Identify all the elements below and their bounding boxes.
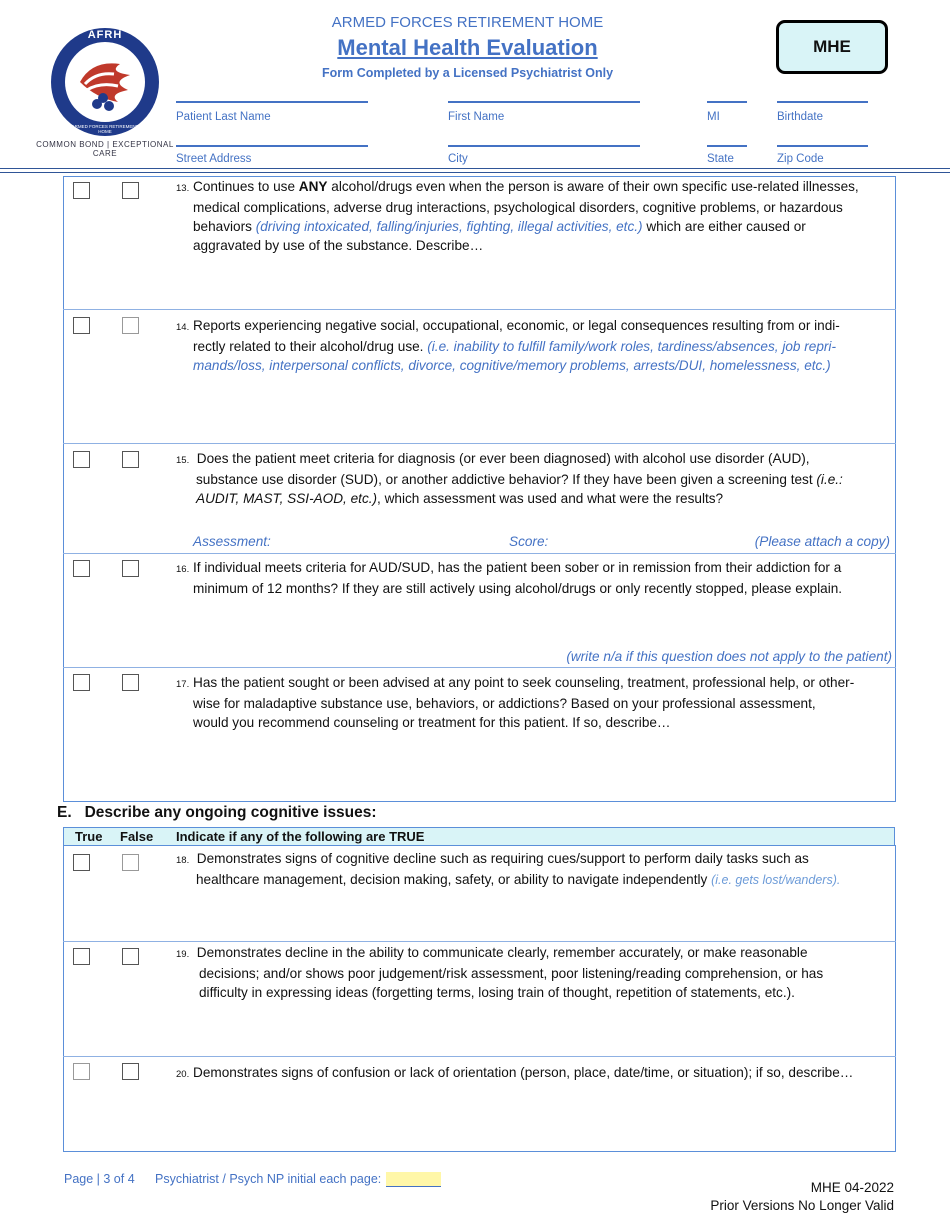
initial-field[interactable] <box>386 1172 441 1187</box>
q19-number: 19. <box>176 949 190 960</box>
q15-number: 15. <box>176 455 190 466</box>
q13-line1-b: alcohol/drugs even when the person is aware of their own specific use-related illnesses, <box>327 179 859 194</box>
logo-top-text: AFRH <box>87 29 123 41</box>
form-code-badge: MHE <box>776 20 888 74</box>
q17-line1: Has the patient sought or been advised at any point to seek counseling, treatment, professional help, or other- <box>193 675 855 690</box>
q20-text <box>176 1063 894 1084</box>
q15-false-checkbox[interactable] <box>122 451 139 468</box>
col-false-header: False <box>120 829 154 844</box>
q15-text <box>176 449 894 508</box>
q20-true-checkbox[interactable] <box>73 1063 90 1080</box>
q16-true-checkbox[interactable] <box>73 560 90 577</box>
q18-line1: Demonstrates signs of cognitive decline such as requiring cues/support to perform daily tasks such as <box>196 851 809 866</box>
q16-number: 16. <box>176 564 190 575</box>
city-field[interactable] <box>448 145 640 147</box>
initial-label: Psychiatrist / Psych NP initial each page: <box>155 1172 382 1186</box>
afrh-logo <box>30 20 180 158</box>
col-indicate-header: Indicate if any of the following are TRUE <box>176 829 425 844</box>
section-e-heading: E. Describe any ongoing cognitive issues: <box>57 804 377 821</box>
state-label: State <box>707 153 734 165</box>
q19-line3: difficulty in expressing ideas (forgetting terms, losing train of thought, repetition of statements, etc.). <box>199 985 795 1000</box>
city-label: City <box>448 153 468 165</box>
row-divider <box>63 309 896 310</box>
q17-text <box>176 673 894 732</box>
q19-false-checkbox[interactable] <box>122 948 139 965</box>
q13-number: 13. <box>176 183 190 194</box>
q16-na-note: (write n/a if this question does not apply to the patient) <box>566 649 892 664</box>
q18-line2-a: healthcare management, decision making, safety, or ability to navigate independently <box>196 872 712 887</box>
q15-line1: Does the patient meet criteria for diagnosis (or ever been diagnosed) with alcohol use disorder (AUD), <box>196 451 810 466</box>
birthdate-field[interactable] <box>777 101 868 103</box>
q13-line4: aggravated by use of the substance. Describe… <box>193 238 484 253</box>
col-true-header: True <box>75 829 103 844</box>
assessment-label[interactable]: Assessment: <box>193 534 271 549</box>
score-label[interactable]: Score: <box>509 534 549 549</box>
q20-false-checkbox[interactable] <box>122 1063 139 1080</box>
q14-number: 14. <box>176 322 190 333</box>
q14-false-checkbox[interactable] <box>122 317 139 334</box>
q17-false-checkbox[interactable] <box>122 674 139 691</box>
row-divider <box>63 667 896 668</box>
row-divider <box>63 941 896 942</box>
zip-code-label: Zip Code <box>777 153 824 165</box>
last-name-field[interactable] <box>176 101 368 103</box>
row-divider <box>63 553 896 554</box>
form-version: MHE 04-2022 <box>810 1180 894 1195</box>
q13-line1-a: Continues to use <box>193 179 299 194</box>
logo-ring-text: ARMED FORCES RETIREMENT HOME <box>71 124 139 134</box>
q20-line1: Demonstrates signs of confusion or lack of orientation (person, place, date/time, or situation); if so, describe… <box>193 1065 854 1080</box>
q18-false-checkbox[interactable] <box>122 854 139 871</box>
first-name-field[interactable] <box>448 101 640 103</box>
q17-line3: would you recommend counseling or treatment for this patient. If so, describe… <box>193 715 671 730</box>
q18-example: (i.e. gets lost/wanders). <box>711 873 841 887</box>
q14-true-checkbox[interactable] <box>73 317 90 334</box>
q15-line3-italic: AUDIT, MAST, SSI-AOD, etc.) <box>196 491 378 506</box>
page-number: Page | 3 of 4 <box>64 1172 135 1186</box>
q17-line2: wise for maladaptive substance use, behaviors, or addictions? Based on your professional assessment, <box>193 696 816 711</box>
page-subtitle: Form Completed by a Licensed Psychiatrist Only <box>321 66 614 80</box>
q17-number: 17. <box>176 679 190 690</box>
q20-number: 20. <box>176 1069 190 1080</box>
q16-line2: minimum of 12 months? If they are still actively using alcohol/drugs or only recently stopped, please explain. <box>193 581 843 596</box>
street-address-label: Street Address <box>176 153 252 165</box>
q19-text <box>176 943 894 1002</box>
q16-line1: If individual meets criteria for AUD/SUD, has the patient been sober or in remission from their addiction for a <box>193 560 842 575</box>
q15-line3-b: , which assessment was used and what were the results? <box>377 491 724 506</box>
q14-line2-a: rectly related to their alcohol/drug use. <box>193 339 428 354</box>
logo-motto: COMMON BOND | EXCEPTIONAL CARE <box>36 140 174 158</box>
organization-name: ARMED FORCES RETIREMENT HOME <box>331 14 604 31</box>
q16-false-checkbox[interactable] <box>122 560 139 577</box>
q13-true-checkbox[interactable] <box>73 182 90 199</box>
q15-line2-italic: (i.e.: <box>816 472 843 487</box>
q18-text <box>176 849 894 890</box>
row-divider <box>63 1056 896 1057</box>
header-divider <box>0 168 950 169</box>
row-divider <box>63 443 896 444</box>
q18-true-checkbox[interactable] <box>73 854 90 871</box>
q19-line1: Demonstrates decline in the ability to communicate clearly, remember accurately, or make reasonable <box>196 945 808 960</box>
header-divider-2 <box>0 172 950 173</box>
q13-bold: ANY <box>298 179 328 194</box>
zip-code-field[interactable] <box>777 145 868 147</box>
q18-number: 18. <box>176 855 190 866</box>
q13-text <box>176 177 894 255</box>
q14-line1: Reports experiencing negative social, occupational, economic, or legal consequences resulting from or indi- <box>193 318 840 333</box>
q19-true-checkbox[interactable] <box>73 948 90 965</box>
q13-false-checkbox[interactable] <box>122 182 139 199</box>
attach-copy-note: (Please attach a copy) <box>754 534 890 549</box>
q14-example-1: (i.e. inability to fulfill family/work roles, tardiness/absences, job repri- <box>427 339 836 354</box>
last-name-label: Patient Last Name <box>176 111 271 123</box>
q19-line2: decisions; and/or shows poor judgement/risk assessment, poor listening/reading comprehension, or has <box>199 966 824 981</box>
street-address-field[interactable] <box>176 145 368 147</box>
first-name-label: First Name <box>448 111 505 123</box>
q14-text <box>176 316 894 375</box>
mi-field[interactable] <box>707 101 747 103</box>
q13-line3-b: which are either caused or <box>642 219 806 234</box>
q13-line3-a: behaviors <box>193 219 256 234</box>
q16-text <box>176 558 894 598</box>
birthdate-label: Birthdate <box>777 111 824 123</box>
q17-true-checkbox[interactable] <box>73 674 90 691</box>
q13-example: (driving intoxicated, falling/injuries, fighting, illegal activities, etc.) <box>255 219 643 234</box>
q15-line2-a: substance use disorder (SUD), or another addictive behavior? If they have been given a screening test <box>196 472 817 487</box>
q15-true-checkbox[interactable] <box>73 451 90 468</box>
state-field[interactable] <box>707 145 747 147</box>
mi-label: MI <box>707 111 720 123</box>
q13-line2: medical complications, adverse drug interactions, psychological disorders, cognitive problems, or hazardous <box>193 200 843 215</box>
prior-versions-note: Prior Versions No Longer Valid <box>710 1198 894 1213</box>
q14-example-2: mands/loss, interpersonal conflicts, divorce, cognitive/memory problems, arrests/DUI, homelessness, etc.) <box>193 358 831 373</box>
page-title: Mental Health Evaluation <box>337 35 598 60</box>
